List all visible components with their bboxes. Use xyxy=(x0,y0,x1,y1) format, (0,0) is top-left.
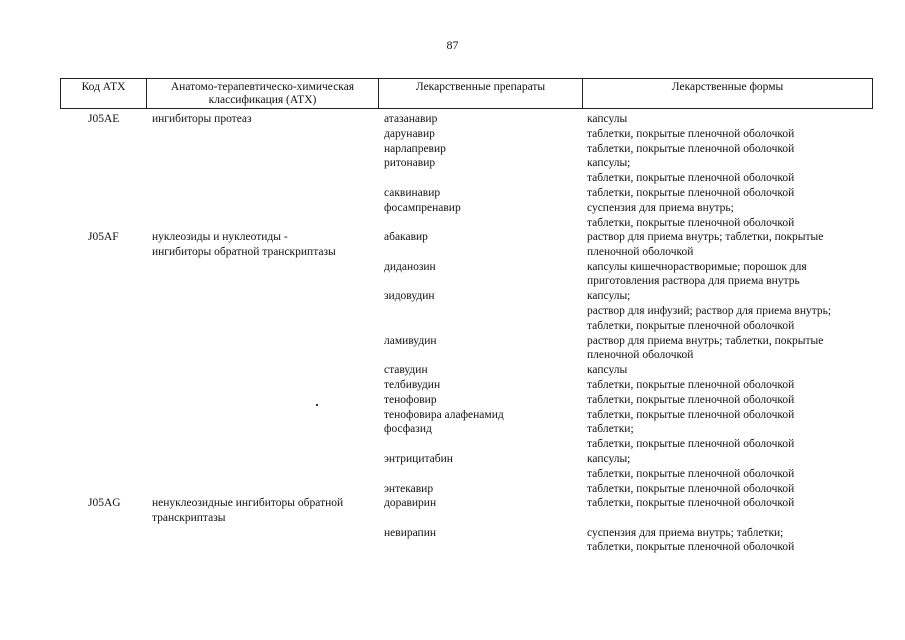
dosage-form: суспензия для приема внутрь; таблетки; xyxy=(587,526,784,539)
dosage-form-column xyxy=(587,112,794,230)
atc-classification-column xyxy=(152,230,336,260)
header-atc-code: Код АТХ xyxy=(60,79,146,108)
drug-name xyxy=(384,437,504,452)
header-dosage-forms: Лекарственные формы xyxy=(582,79,872,108)
dosage-form: раствор для инфузий; раствор для приема внутрь; xyxy=(587,304,832,317)
drug-name xyxy=(384,216,461,231)
dosage-form-column xyxy=(587,230,831,496)
atc-code-column xyxy=(88,230,119,245)
dosage-form: капсулы xyxy=(587,113,628,125)
dosage-form: раствор для приема внутрь; таблетки, покрытые xyxy=(587,231,824,243)
drug-name: нарлапревир xyxy=(384,142,446,155)
atc-classification: нуклеозиды и нуклеотиды - xyxy=(152,231,288,243)
atc-classification: ингибиторы обратной транскриптазы xyxy=(152,245,336,258)
drug-name: зидовудин xyxy=(384,290,435,303)
dosage-form: суспензия для приема внутрь; xyxy=(587,201,734,214)
drug-name-column xyxy=(384,496,436,555)
drug-name: фосампренавир xyxy=(384,201,461,214)
drug-name: энтекавир xyxy=(384,482,434,495)
dosage-form: таблетки, покрытые пленочной оболочкой xyxy=(587,142,795,155)
dosage-form: таблетки, покрытые пленочной оболочкой xyxy=(587,408,795,421)
dosage-form: капсулы кишечнорастворимые; порошок для xyxy=(587,260,807,273)
drug-name xyxy=(384,511,436,526)
header-atc-classification: Анатомо-терапевтическо-химическая классификация (АТХ) xyxy=(146,79,378,108)
dosage-form: пленочной оболочкой xyxy=(587,245,694,258)
drug-name: саквинавир xyxy=(384,186,441,199)
dosage-form: таблетки, покрытые пленочной оболочкой xyxy=(587,467,795,480)
dosage-form: пленочной оболочкой xyxy=(587,349,694,362)
dosage-form: таблетки, покрытые пленочной оболочкой xyxy=(587,186,795,199)
atc-code: J05AE xyxy=(88,113,120,125)
drug-name: ламивудин xyxy=(384,334,437,347)
drug-name xyxy=(384,319,504,334)
dosage-form: таблетки, покрытые пленочной оболочкой xyxy=(587,172,795,185)
atc-classification: транскриптазы xyxy=(152,511,226,524)
drug-name xyxy=(384,348,504,363)
drug-name: энтрицитабин xyxy=(384,452,453,465)
atc-classification: ингибиторы протеаз xyxy=(152,113,252,125)
drug-name-column xyxy=(384,112,461,230)
drug-name: фосфазид xyxy=(384,423,432,436)
drug-name: абакавир xyxy=(384,231,428,243)
drug-name: тенофовир xyxy=(384,393,437,406)
drug-name: атазанавир xyxy=(384,113,438,125)
dosage-form: таблетки, покрытые пленочной оболочкой xyxy=(587,216,795,229)
dosage-form: приготовления раствора для приема внутрь xyxy=(587,275,800,288)
drug-name: невирапин xyxy=(384,526,437,539)
dosage-form: капсулы; xyxy=(587,452,631,465)
atc-code-column xyxy=(88,496,121,511)
atc-code: J05AF xyxy=(88,231,119,243)
drug-name-column xyxy=(384,230,504,496)
atc-classification-column xyxy=(152,112,252,127)
dosage-form: таблетки, покрытые пленочной оболочкой xyxy=(587,438,795,451)
drug-name: доравирин xyxy=(384,497,437,509)
dosage-form xyxy=(587,511,794,526)
drug-name xyxy=(384,304,504,319)
atc-classification: ненуклеозидные ингибиторы обратной xyxy=(152,497,344,509)
drug-name: диданозин xyxy=(384,260,436,273)
drug-name: тенофовира алафенамид xyxy=(384,408,504,421)
scan-speck xyxy=(316,404,318,406)
dosage-form-column xyxy=(587,496,794,555)
dosage-form: капсулы xyxy=(587,364,628,377)
drug-name: ставудин xyxy=(384,364,428,377)
dosage-form: таблетки, покрытые пленочной оболочкой xyxy=(587,393,795,406)
atc-code: J05AG xyxy=(88,497,121,509)
table-header xyxy=(60,78,873,109)
header-drugs: Лекарственные препараты xyxy=(378,79,582,108)
atc-classification-column xyxy=(152,496,343,526)
drug-name: телбивудин xyxy=(384,378,441,391)
drug-name xyxy=(384,467,504,482)
dosage-form: таблетки, покрытые пленочной оболочкой xyxy=(587,497,795,509)
drug-name: дарунавир xyxy=(384,127,435,140)
drug-name xyxy=(384,171,461,186)
dosage-form: раствор для приема внутрь; таблетки, покрытые xyxy=(587,334,824,347)
dosage-form: таблетки, покрытые пленочной оболочкой xyxy=(587,482,795,495)
dosage-form: капсулы; xyxy=(587,157,631,170)
drug-name xyxy=(384,274,504,289)
dosage-form: таблетки, покрытые пленочной оболочкой xyxy=(587,319,795,332)
dosage-form: таблетки; xyxy=(587,423,634,436)
dosage-form: таблетки, покрытые пленочной оболочкой xyxy=(587,541,795,554)
atc-code-column xyxy=(88,112,119,127)
dosage-form: таблетки, покрытые пленочной оболочкой xyxy=(587,378,795,391)
drug-name xyxy=(384,245,504,260)
dosage-form: таблетки, покрытые пленочной оболочкой xyxy=(587,127,795,140)
drug-name xyxy=(384,540,436,555)
page-number: 87 xyxy=(446,38,459,52)
drug-name: ритонавир xyxy=(384,157,436,170)
dosage-form: капсулы; xyxy=(587,290,631,303)
